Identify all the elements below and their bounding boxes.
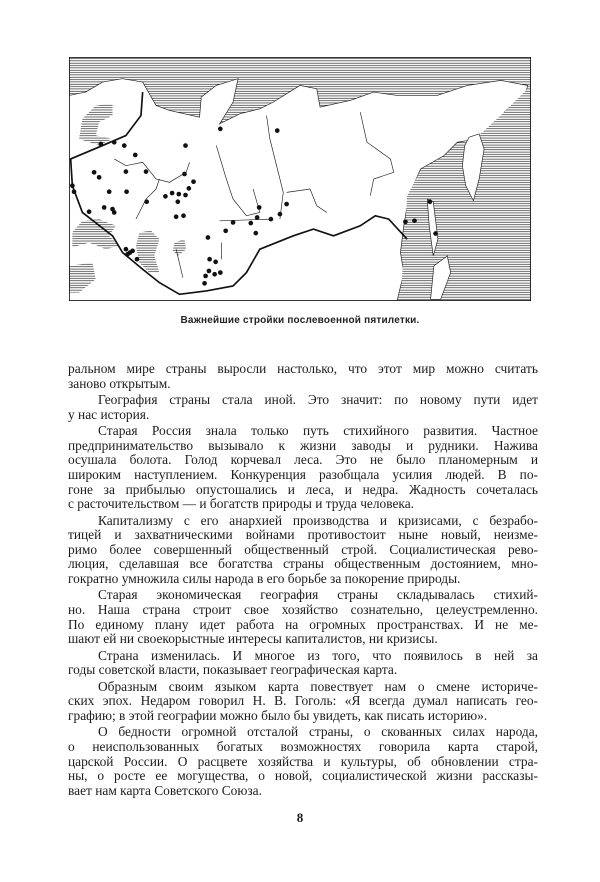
text-line: годы советской власти, показывает географическая карта. — [68, 663, 398, 678]
paragraph — [68, 588, 538, 646]
text-line: с расточительством — и богатств природы и труда человека. — [68, 497, 415, 512]
text-line: География страны стала иной. Это значит: по новому пути идет — [98, 393, 538, 408]
paragraph — [68, 680, 538, 724]
map-caption: Важнейшие стройки послевоенной пятилетки. — [180, 315, 420, 326]
text-line: вает нам карта Советского Союза. — [68, 783, 262, 798]
text-line: тицей и захватническими войнами противостоит ныне новый, неизме- — [68, 528, 538, 543]
paragraph — [68, 424, 538, 512]
text-line: ских эпох. Недаром говорил Н. В. Гоголь: «Я всегда думал написать гео- — [68, 694, 538, 709]
text-line: О бедности огромной отсталой страны, о скованных силах народа, — [98, 725, 538, 740]
text-line: заново открытым. — [68, 376, 171, 391]
text-line: ны, о росте ее могущества, о новой, социалистической жизни рассказы- — [68, 769, 538, 784]
text-line: Страна изменилась. И многое из того, что появилось в ней за — [98, 648, 538, 663]
paragraph — [68, 725, 538, 798]
text-line: гократно умножила силы народа в его борьбе за покорение природы. — [68, 571, 461, 586]
text-line: у нас история. — [68, 407, 150, 422]
text-line: Капитализму с его анархией производства и кризисами, с безрабо- — [98, 513, 538, 528]
text-line: Образным своим языком карта повествует нам о смене историче- — [98, 679, 538, 694]
paragraph — [68, 514, 538, 587]
paragraph — [68, 362, 538, 391]
paragraph — [68, 393, 538, 422]
text-line: Старая Россия знала только путь стихийного развития. Частное — [98, 424, 538, 439]
text-line: широким наступлением. Конкуренция разобщала усилия людей. В по- — [68, 467, 538, 482]
text-line: Старая экономическая география страны складывалась стихий- — [98, 588, 538, 603]
text-line: предпринимательство вызывало к жизни заводы и рудники. Нажива — [68, 438, 538, 453]
body-text — [68, 362, 538, 800]
page-number: 8 — [296, 810, 304, 825]
text-line: римо более совершенный общественный строй. Социалистическая рево- — [68, 542, 538, 557]
paragraph — [68, 649, 538, 678]
text-line: ральном мире страны выросли настолько, что этот мир можно считать — [68, 362, 538, 376]
text-line: но. Наша страна строит свое хозяйство сознательно, целеустремленно. — [68, 603, 538, 618]
text-line: царской России. О расцвете хозяйства и культуры, об обновлении стра- — [68, 754, 538, 769]
text-line: По единому плану идет работа на огромных пространствах. И не ме- — [68, 617, 538, 632]
text-line: о неиспользованных богатых возможностях говорила карта старой, — [68, 740, 538, 755]
text-line: люция, сделавшая все богатства страны общественным достоянием, мно- — [68, 557, 538, 572]
text-line: графию; в этой географии можно было бы увидеть, как писать историю». — [68, 709, 488, 723]
text-line: шают ей ни своекорыстные интересы капиталистов, ни кризисы. — [68, 632, 438, 647]
construction-sites-map — [69, 57, 531, 301]
text-line: гоне за прибылью опустошались и леса, и недра. Жадность сочеталась — [68, 482, 538, 497]
text-line: осушала болота. Голод корчевал леса. Это не было планомерным и — [68, 453, 538, 468]
